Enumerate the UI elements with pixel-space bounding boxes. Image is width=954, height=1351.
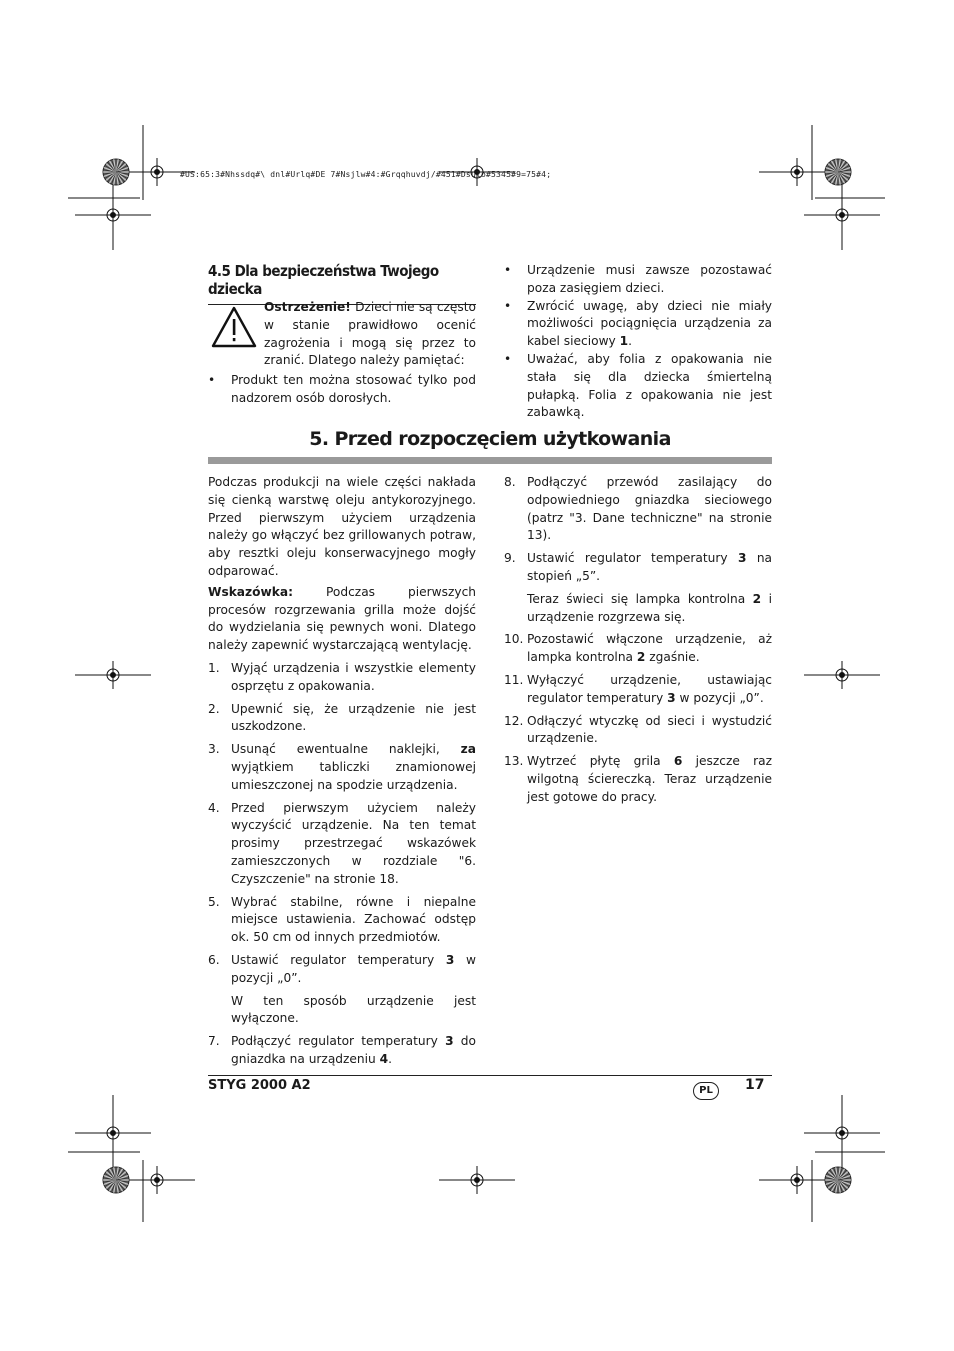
registration-mark [804,661,880,689]
registration-mark [804,1119,880,1147]
registration-mark [804,201,880,229]
footer-rule [208,1075,772,1076]
step-6-note: W ten sposób urządzenie jest wyłączone. [231,993,476,1026]
registration-mark [75,1119,151,1147]
language-badge: PL [693,1082,719,1100]
color-target-mark [825,1167,851,1193]
section-divider-bar [208,457,772,464]
section-5-heading: 5. Przed rozpoczęciem użytkowania [309,428,671,450]
list-item: • Zwrócić uwagę, aby dzieci nie miały możliwości pociągnięcia urządzenia za kabel sieciowy 1. [504,298,772,349]
step-1: 1. Wyjąć urządzenia i wszystkie elementy osprzętu z opakowania. [208,660,476,693]
registration-mark [75,201,151,229]
step-3: 3. Usunąć ewentualne naklejki, za wyjątkiem tabliczki znamionowej umieszczonej na spodzie urządzenia. [208,742,476,792]
model-name: STYG 2000 A2 [208,1078,311,1093]
section-4-5-heading: 4.5 Dla bezpieczeństwa Twojego dziecka [208,262,476,305]
right-column [504,474,772,812]
color-target-mark [103,1167,129,1193]
warning-block [264,299,476,370]
step-8: 8. Podłączyć przewód zasilający do odpowiedniego gniazdka sieciowego (patrz "3. Dane techniczne" na stronie 13). [504,475,772,543]
hint-paragraph: Wskazówka: Podczas pierwszych procesów rozgrzewania grilla może dojść do wydzielania się pewnych woni. Dlatego należy zapewnić wystarczającą wentylację. [208,584,476,653]
step-4: 4. Przed pierwszym użyciem należy wyczyścić urządzenie. Na ten temat prosimy przestrzegać wskazówek zamieszczonych w rozdziale "6. Czyszczenie" na stronie 18. [208,800,476,886]
warning-label: Ostrzeżenie! [264,300,351,314]
registration-mark [439,1166,515,1194]
right-bullet-list [504,262,772,422]
left-column [208,474,476,1074]
step-7: 7. Podłączyć regulator temperatury 3 do gniazdka na urządzeniu 4. [208,1034,476,1066]
step-13: 13. Wytrzeć płytę grila 6 jeszcze raz wilgotną ściereczką. Teraz urządzenie jest gotowe do pracy. [504,754,773,804]
warning-text: Dzieci nie są często w stanie prawidłowo ocenić zagrożenia i mogą się przez to zranić. Dlatego należy pamiętać: [264,300,477,368]
step-9-note: Teraz świeci się lampka kontrolna 2 i urządzenie rozgrzewa się. [527,591,772,624]
left-bullet-list [208,372,476,408]
step-6: 6. Ustawić regulator temperatury 3 w pozycji „0”. [208,952,477,985]
warning-triangle-icon [211,306,257,348]
step-2: 2. Upewnić się, że urządzenie nie jest uszkodzone. [208,701,476,734]
registration-mark [75,661,151,689]
list-item: • Produkt ten można stosować tylko pod nadzorem osób dorosłych. [208,373,476,405]
step-10: 10. Pozostawić włączone urządzenie, aż lampka kontrolna 2 zgaśnie. [504,632,772,665]
print-slug: #US:65:3#Nhssdq#\ dnl#Urlq#DE 7#Nsjlw#4:#Grqqhuvdj/#451#Dsulo#5345#9=75#4; [180,170,552,179]
step-5: 5. Wybrać stabilne, równe i niepalne miejsce ustawienia. Zachować odstęp ok. 50 cm od innych przedmiotów. [208,894,476,945]
color-target-mark [825,159,851,185]
color-target-mark [103,159,129,185]
page-number: 17 [745,1077,765,1093]
step-9: 9. Ustawić regulator temperatury 3 na stopień „5”. [504,551,773,583]
step-12: 12. Odłączyć wtyczkę od sieci i wystudzić urządzenie. [504,713,772,746]
intro-paragraph: Podczas produkcji na wiele części nakłada się cienką warstwę oleju antykorozyjnego. Przed pierwszym użyciem urządzenia należy go włączyć bez grillowanych potraw, aby resztki oleju konserwacyjnego mogły odparować. [208,475,476,578]
list-item: • Uważać, aby folia z opakowania nie stała się dla dziecka śmiertelną pułapką. Folia z opakowania nie jest zabawką. [504,351,772,420]
list-item: • Urządzenie musi zawsze pozostawać poza zasięgiem dzieci. [504,263,772,295]
step-11: 11. Wyłączyć urządzenie, ustawiając regulator temperatury 3 w pozycji „0”. [504,672,772,705]
registration-mark [759,158,835,186]
registration-mark [759,1166,835,1194]
registration-mark [119,1166,195,1194]
